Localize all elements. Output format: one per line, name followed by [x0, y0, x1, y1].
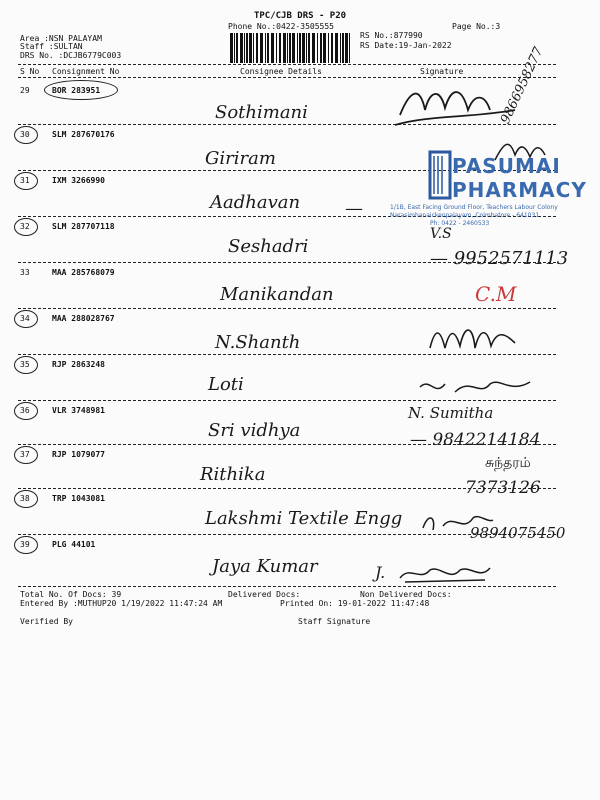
row-consignment: TRP 1043081: [52, 494, 105, 503]
dash-31: —: [345, 198, 363, 219]
barcode-bar: [249, 33, 252, 63]
report-title: TPC/CJB DRS - P20: [253, 11, 347, 21]
area-label: Area :NSN PALAYAM: [20, 34, 102, 43]
barcode-bar: [256, 33, 258, 63]
row-sno: 33: [20, 268, 30, 277]
row-sno: 38: [20, 494, 30, 503]
barcode-bar: [267, 33, 269, 63]
row-consignee-name: N.Shanth: [215, 332, 301, 353]
row-consignment: RJP 2863248: [52, 360, 105, 369]
non-delivered-docs: Non Delivered Docs:: [360, 590, 452, 599]
signature-35: [415, 372, 535, 402]
row-consignee-name: Aadhavan: [210, 192, 301, 213]
row-sno: 29: [20, 86, 30, 95]
row-sno: 35: [20, 360, 30, 369]
barcode-bar: [320, 33, 322, 63]
printed-on: Printed On: 19-01-2022 11:47:48: [280, 599, 430, 608]
row-sno: 32: [20, 222, 30, 231]
phone-38: 9894075450: [470, 524, 566, 542]
barcode-bar: [240, 33, 243, 63]
barcode-bar: [317, 33, 318, 63]
barcode-bar: [323, 33, 326, 63]
barcode-bar: [299, 33, 301, 63]
barcode-bar: [340, 33, 341, 63]
barcode-bar: [253, 33, 254, 63]
stamp-address-2: Narasimhanaickenpalayam, Coimbatore - 641031: [390, 212, 540, 219]
phone-37: 7373126: [465, 478, 541, 498]
row-sno-circle: [14, 490, 38, 508]
barcode-bar: [331, 33, 333, 63]
row-sno-circle: [14, 172, 38, 190]
row-sno: 39: [20, 540, 30, 549]
barcode-bar: [230, 33, 233, 63]
phone-36-value: 9842214184: [432, 430, 541, 450]
barcode-bar: [292, 33, 295, 63]
barcode-image: [228, 33, 353, 63]
barcode-bar: [246, 33, 248, 63]
row-sno-circle: [14, 446, 38, 464]
row-consignment: SLM 287707118: [52, 222, 115, 231]
header-divider-top: [18, 64, 556, 65]
row-consignment: MAA 285768079: [52, 268, 115, 277]
staff-label: Staff :SULTAN: [20, 42, 83, 51]
entered-by: Entered By :MUTHUP20 1/19/2022 11:47:24 AM: [20, 599, 223, 608]
row-sno-circle: [14, 536, 38, 554]
stamp-name: PASUMAI PHARMACY: [452, 154, 587, 202]
signature-30: [490, 135, 550, 165]
row-consignee-name: Jaya Kumar: [212, 556, 318, 577]
row-sno-circle: [14, 310, 38, 328]
phone-33-dash: —: [430, 248, 454, 269]
barcode-bar: [236, 33, 238, 63]
row-sno-circle: [14, 126, 38, 144]
mark-34: C.M: [475, 282, 517, 306]
row-consignment: VLR 3748981: [52, 406, 105, 415]
row-sno-circle: [14, 218, 38, 236]
barcode-bar: [279, 33, 281, 63]
barcode-bar: [289, 33, 291, 63]
barcode-bar: [345, 33, 348, 63]
phone-33: [430, 248, 568, 269]
col-sno: S No: [20, 67, 40, 76]
row-consignment: MAA 288028767: [52, 314, 115, 323]
row-sno: 30: [20, 130, 30, 139]
drs-number: DRS No. :DCJB6779C003: [20, 51, 122, 60]
signature-34: [425, 318, 525, 358]
barcode-bar: [271, 33, 274, 63]
barcode-bar: [328, 33, 329, 63]
name-36: N. Sumitha: [408, 404, 494, 422]
row-consignee-name: Rithika: [200, 464, 266, 485]
barcode-bar: [234, 33, 235, 63]
header-divider-bottom: [18, 77, 556, 78]
col-consignee: Consignee Details: [240, 67, 322, 76]
phone-36-dash: —: [410, 430, 433, 450]
barcode-bar: [276, 33, 277, 63]
delivered-docs: Delivered Docs:: [228, 590, 301, 599]
barcode-bar: [308, 33, 310, 63]
name-37: சுந்தரம்: [485, 455, 531, 471]
row-sno-circle: [14, 356, 38, 374]
row-consignee-name: Sothimani: [215, 102, 308, 123]
staff-signature: Staff Signature: [298, 617, 371, 626]
barcode-bar: [335, 33, 338, 63]
rs-date: RS Date:19-Jan-2022: [360, 41, 452, 50]
footer-divider: [18, 586, 556, 587]
row-divider: [18, 308, 556, 309]
barcode-bar: [306, 33, 307, 63]
stamp-address-1: 1/1B, East Facing Ground Floor, Teachers Labour Colony: [390, 204, 558, 211]
stamp-phone: Ph: 0422 - 2460533: [430, 220, 490, 227]
col-consignment: Consignment No: [52, 67, 120, 76]
barcode-bar: [265, 33, 266, 63]
barcode-bar: [260, 33, 263, 63]
phone-33-value: 9952571113: [453, 248, 569, 269]
rs-number: RS No.:877990: [360, 31, 423, 40]
row-sno: 34: [20, 314, 30, 323]
row-consignee-name: Giriram: [205, 148, 276, 169]
barcode-bar: [283, 33, 286, 63]
barcode-bar: [244, 33, 245, 63]
barcode-bar: [349, 33, 350, 63]
row-consignee-name: Loti: [208, 374, 244, 395]
phone-36: [410, 430, 541, 450]
col-signature: Signature: [420, 67, 464, 76]
page-number: Page No.:3: [452, 22, 501, 31]
phone-30: 9866958277: [498, 45, 547, 127]
row-consignment: RJP 1079077: [52, 450, 105, 459]
row-sno: 36: [20, 406, 30, 415]
row-consignee-name: Lakshmi Textile Engg: [205, 508, 403, 529]
sig-39: J.: [375, 563, 386, 582]
mark-32: V.S: [430, 226, 452, 242]
row-consignment: PLG 44101: [52, 540, 96, 549]
row-sno: 37: [20, 450, 30, 459]
barcode-bar: [297, 33, 298, 63]
phone-number: Phone No.:0422-3505555: [228, 22, 334, 31]
signature-39: [395, 560, 505, 588]
row-sno: 31: [20, 176, 30, 185]
verified-by: Verified By: [20, 617, 73, 626]
row-consignee-name: Manikandan: [220, 284, 334, 305]
row-consignment: IXM 3266990: [52, 176, 105, 185]
row-consignee-name: Seshadri: [228, 236, 309, 257]
row-consignment: SLM 287670176: [52, 130, 115, 139]
row-consignment: BOR 283951: [52, 86, 101, 95]
barcode-bar: [342, 33, 344, 63]
barcode-bar: [312, 33, 315, 63]
total-docs: Total No. Of Docs: 39: [20, 590, 122, 599]
row-29-circle: [44, 80, 118, 100]
signature-29: [390, 80, 520, 130]
row-sno-circle: [14, 402, 38, 420]
barcode-bar: [302, 33, 305, 63]
barcode-bar: [287, 33, 288, 63]
row-consignee-name: Sri vidhya: [208, 420, 301, 441]
